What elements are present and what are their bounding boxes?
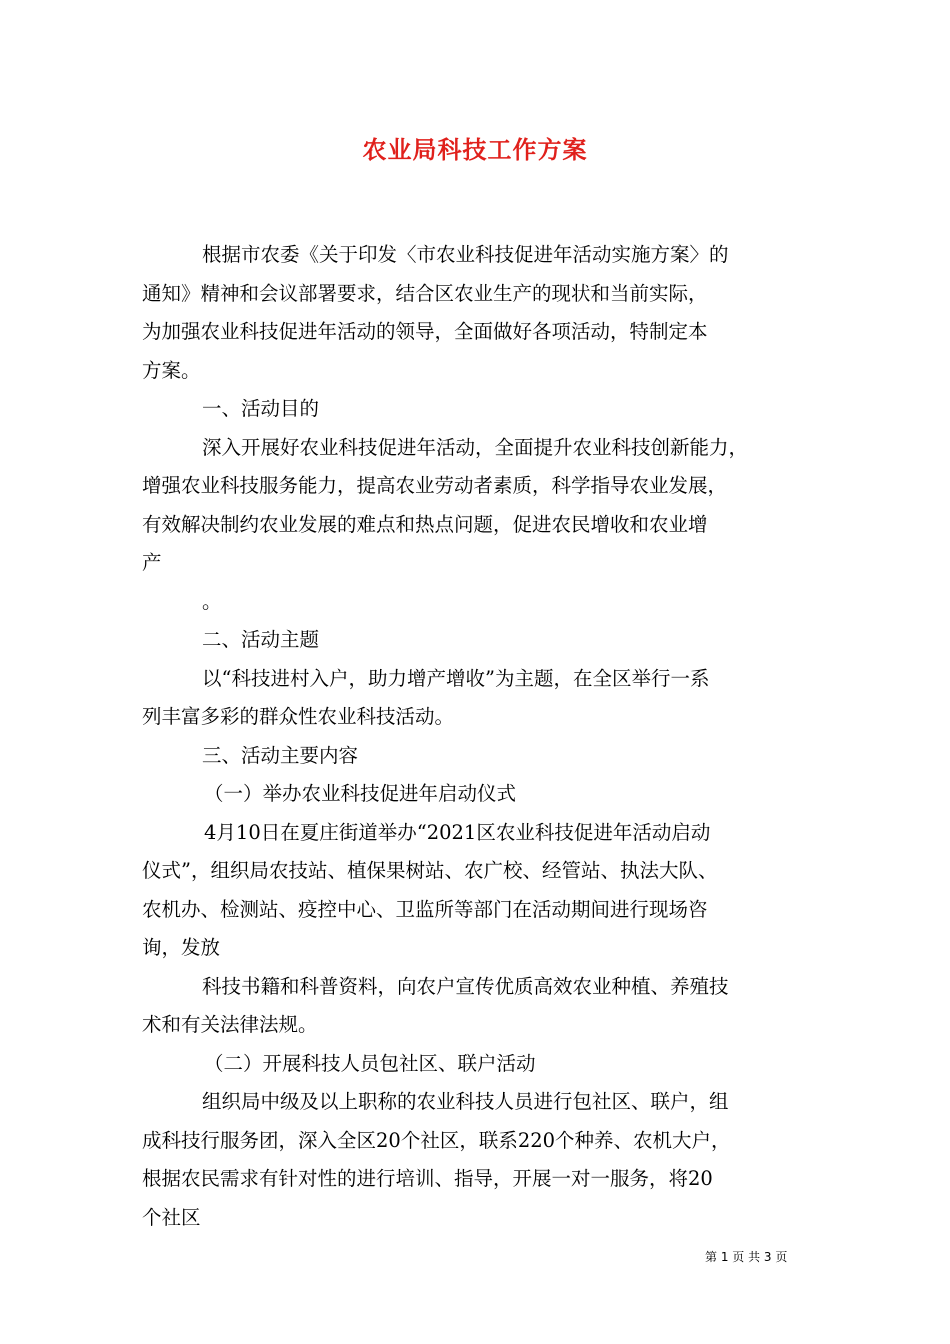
paragraph-line: 以“科技进村入户，助力增产增收”为主题，在全区举行一系 (202, 666, 710, 690)
paragraph-line: 根据农民需求有针对性的进行培训、指导，开展一对一服务，将20 (142, 1167, 713, 1190)
paragraph-line: 方案。 (142, 358, 201, 382)
paragraph-line: 。 (202, 589, 222, 613)
page-number-footer: 第 1 页 共 3 页 (705, 1250, 788, 1264)
paragraph-line: 术和有关法律法规。 (142, 1013, 318, 1036)
section-heading: 三、活动主要内容 (202, 743, 359, 767)
section-heading: 二、活动主题 (202, 628, 320, 651)
paragraph-line: 询，发放 (142, 936, 221, 959)
paragraph-line: 个社区 (142, 1205, 201, 1229)
paragraph-line: 产 (142, 551, 162, 574)
paragraph-line: 组织局中级及以上职称的农业科技人员进行包社区、联户，组 (202, 1090, 729, 1113)
document-title: 农业局科技工作方案 (362, 136, 588, 164)
paragraph-line: 仪式”，组织局农技站、植保果树站、农广校、经管站、执法大队、 (142, 859, 718, 882)
subsection-heading: （一）举办农业科技促进年启动仪式 (204, 782, 517, 805)
paragraph-line: 4月10日在夏庄街道举办“2021区农业科技促进年活动启动 (204, 820, 711, 844)
paragraph-line: 根据市农委《关于印发〈市农业科技促进年活动实施方案〉的 (202, 243, 729, 266)
paragraph-line: 农机办、检测站、疫控中心、卫监所等部门在活动期间进行现场咨 (142, 897, 708, 921)
paragraph-line: 深入开展好农业科技促进年活动，全面提升农业科技创新能力， (202, 435, 749, 459)
document-body (142, 236, 818, 1237)
paragraph-line: 科技书籍和科普资料，向农户宣传优质高效农业种植、养殖技 (202, 974, 729, 998)
subsection-heading: （二）开展科技人员包社区、联户活动 (204, 1051, 536, 1075)
paragraph-line: 增强农业科技服务能力，提高农业劳动者素质，科学指导农业发展， (142, 474, 728, 497)
paragraph-line: 成科技行服务团，深入全区20个社区，联系220个种养、农机大户， (142, 1128, 731, 1152)
paragraph-line: 列丰富多彩的群众性农业科技活动。 (142, 705, 455, 728)
section-heading: 一、活动目的 (202, 397, 320, 420)
paragraph-line: 有效解决制约农业发展的难点和热点问题，促进农民增收和农业增 (142, 512, 708, 536)
paragraph-line: 通知》精神和会议部署要求，结合区农业生产的现状和当前实际， (142, 281, 708, 305)
paragraph-line: 为加强农业科技促进年活动的领导，全面做好各项活动，特制定本 (142, 320, 708, 343)
